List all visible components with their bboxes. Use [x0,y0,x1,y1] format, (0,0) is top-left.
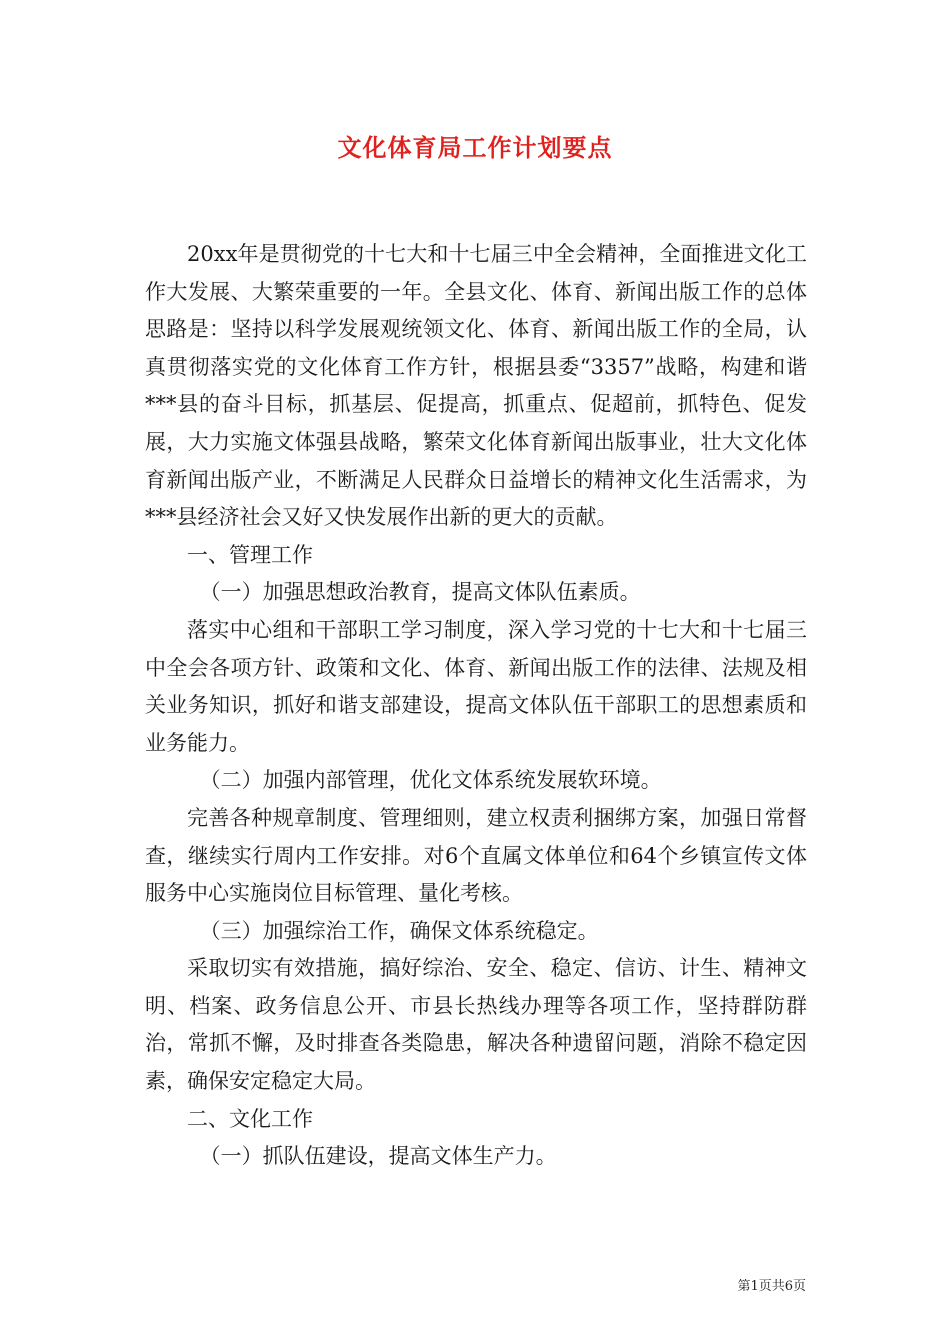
document-title: 文化体育局工作计划要点 [337,133,613,162]
subheading-political-education: （一）加强思想政治教育，提高文体队伍素质。 [199,580,641,605]
subheading-team-building: （一）抓队伍建设，提高文体生产力。 [199,1144,557,1169]
subheading-internal-management: （二）加强内部管理，优化文体系统发展软环境。 [199,768,662,793]
paragraph-stability: 采取切实有效措施，搞好综治、安全、稳定、信访、计生、精神文明、档案、政务信息公开、市县长热线办理等各项工作，坚持群防群治，常抓不懈，及时排查各类隐患，解决各种遗留问题，消除不稳定因素，确保安定稳定大局。 [145,956,807,1094]
section-heading-management: 一、管理工作 [187,542,313,567]
subheading-stability: （三）加强综治工作，确保文体系统稳定。 [199,918,599,943]
page-number: 第1页共6页 [737,1279,806,1294]
document-body [145,236,807,1176]
intro-paragraph: 20xx年是贯彻党的十七大和十七届三中全会精神，全面推进文化工作大发展、大繁荣重要的一年。全县文化、体育、新闻出版工作的总体思路是：坚持以科学发展观统领文化、体育、新闻出版工作的全局，认真贯彻落实党的文化体育工作方针，根据县委“3357”战略，构建和谐***县的奋斗目标，抓基层、促提高，抓重点、促超前，抓特色、促发展，大力实施文体强县战略，繁荣文化体育新闻出版事业，壮大文化体育新闻出版产业，不断满足人民群众日益增长的精神文化生活需求，为***县经济社会又好又快发展作出新的更大的贡献。 [145,242,807,530]
paragraph-political-education: 落实中心组和干部职工学习制度，深入学习党的十七大和十七届三中全会各项方针、政策和文化、体育、新闻出版工作的法律、法规及相关业务知识，抓好和谐支部建设，提高文体队伍干部职工的思想素质和业务能力。 [145,617,807,755]
section-heading-culture: 二、文化工作 [187,1106,313,1131]
paragraph-internal-management: 完善各种规章制度、管理细则，建立权责利捆绑方案，加强日常督查，继续实行周内工作安排。对6个直属文体单位和64个乡镇宣传文体服务中心实施岗位目标管理、量化考核。 [145,805,807,906]
